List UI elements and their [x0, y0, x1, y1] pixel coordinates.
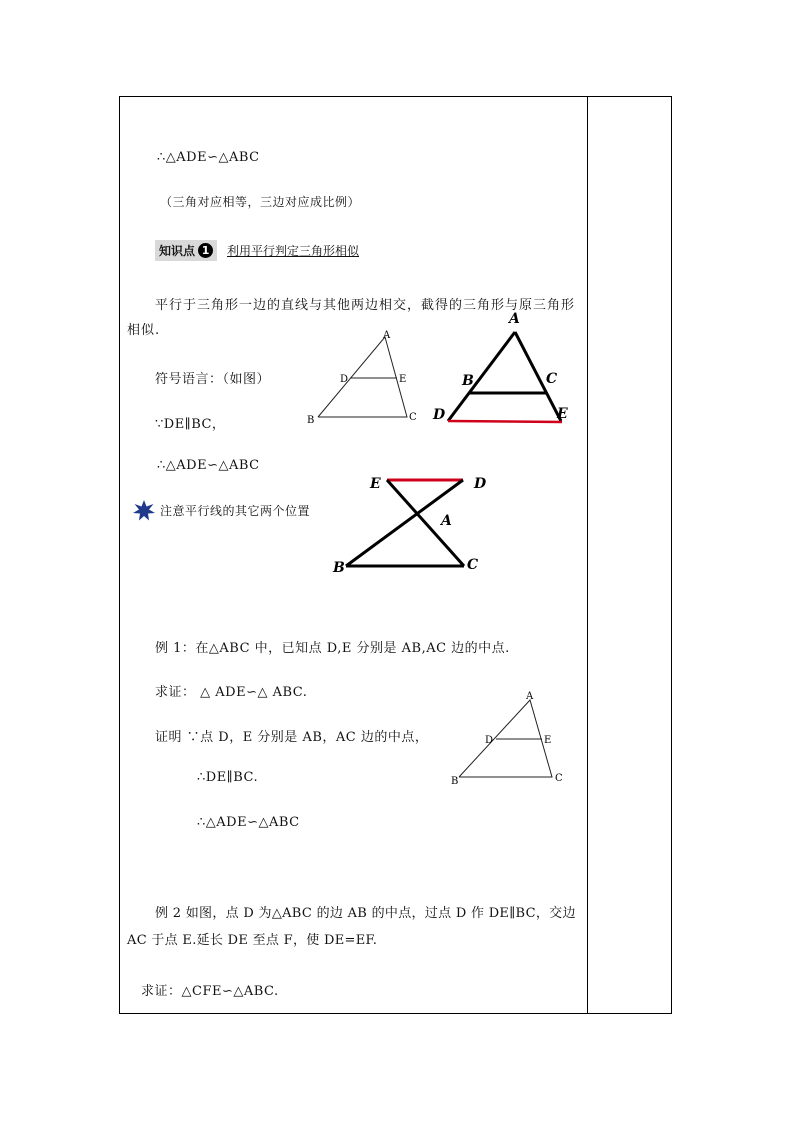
- fig4-label-e: E: [544, 735, 552, 746]
- fig2-label-a: A: [509, 311, 520, 327]
- theorem-paragraph: 平行于三角形一边的直线与其他两边相交，截得的三角形与原三角形相似.: [127, 298, 576, 338]
- fig2-label-e: E: [557, 406, 568, 422]
- triangle-figure-1: [307, 330, 417, 426]
- prove-2-line: 求证：△CFE∽△ABC.: [141, 984, 279, 999]
- fig3-label-c: C: [467, 557, 479, 573]
- proof-step-2: ∴DE∥BC.: [197, 770, 259, 785]
- fig2-label-c: C: [546, 371, 558, 387]
- fig4-label-d: D: [485, 735, 494, 746]
- example-1-line: 例 1：在△ABC 中，已知点 D,E 分别是 AB,AC 边的中点.: [155, 641, 510, 656]
- fig1-label-d: D: [340, 374, 349, 385]
- fig4-label-c: C: [555, 773, 563, 784]
- triangle-figure-2: [432, 311, 568, 423]
- fig4-label-b: B: [451, 776, 459, 787]
- fig1-label-b: B: [307, 415, 315, 426]
- proof-step-3: ∴△ADE∽△ABC: [197, 815, 300, 830]
- fig3-label-e: E: [370, 476, 381, 492]
- triangle-figure-3: [332, 476, 487, 576]
- fig3-label-d: D: [474, 476, 487, 492]
- note-line: （三角对应相等，三边对应成比例）: [160, 195, 361, 209]
- fig2-label-d: D: [433, 407, 446, 423]
- fig3-label-b: B: [333, 560, 345, 576]
- conclusion-line-2: ∴△ADE∽△ABC: [157, 458, 260, 473]
- knowledge-point-label: 知识点: [159, 244, 196, 258]
- symbol-language-line: 符号语言：（如图）: [155, 372, 271, 387]
- fig1-label-c: C: [409, 412, 417, 423]
- triangle-figure-4: [451, 691, 563, 787]
- fig4-label-a: A: [526, 691, 534, 702]
- knowledge-point-title: 利用平行判定三角形相似: [227, 244, 360, 258]
- fig1-label-e: E: [399, 374, 407, 385]
- example-2-paragraph: 例 2 如图，点 D 为△ABC 的边 AB 的中点，过点 D 作 DE∥BC，交边 AC 于点 E.延长 DE 至点 F，使 DE=EF.: [127, 906, 576, 948]
- fig2-label-b: B: [462, 373, 474, 389]
- fig1-label-a: A: [383, 330, 391, 341]
- prove-1-line: 求证： △ ADE∽△ ABC.: [155, 685, 308, 700]
- because-line: ∵DE∥BC，: [155, 417, 226, 432]
- conclusion-line: ∴△ADE∽△ABC: [157, 150, 260, 165]
- fig3-label-a: A: [441, 513, 452, 529]
- knowledge-point-number: 1: [198, 243, 213, 258]
- proof-step-1: 证明 ∵点 D，E 分别是 AB，AC 边的中点，: [155, 730, 429, 745]
- attention-line: 注意平行线的其它两个位置: [160, 504, 311, 518]
